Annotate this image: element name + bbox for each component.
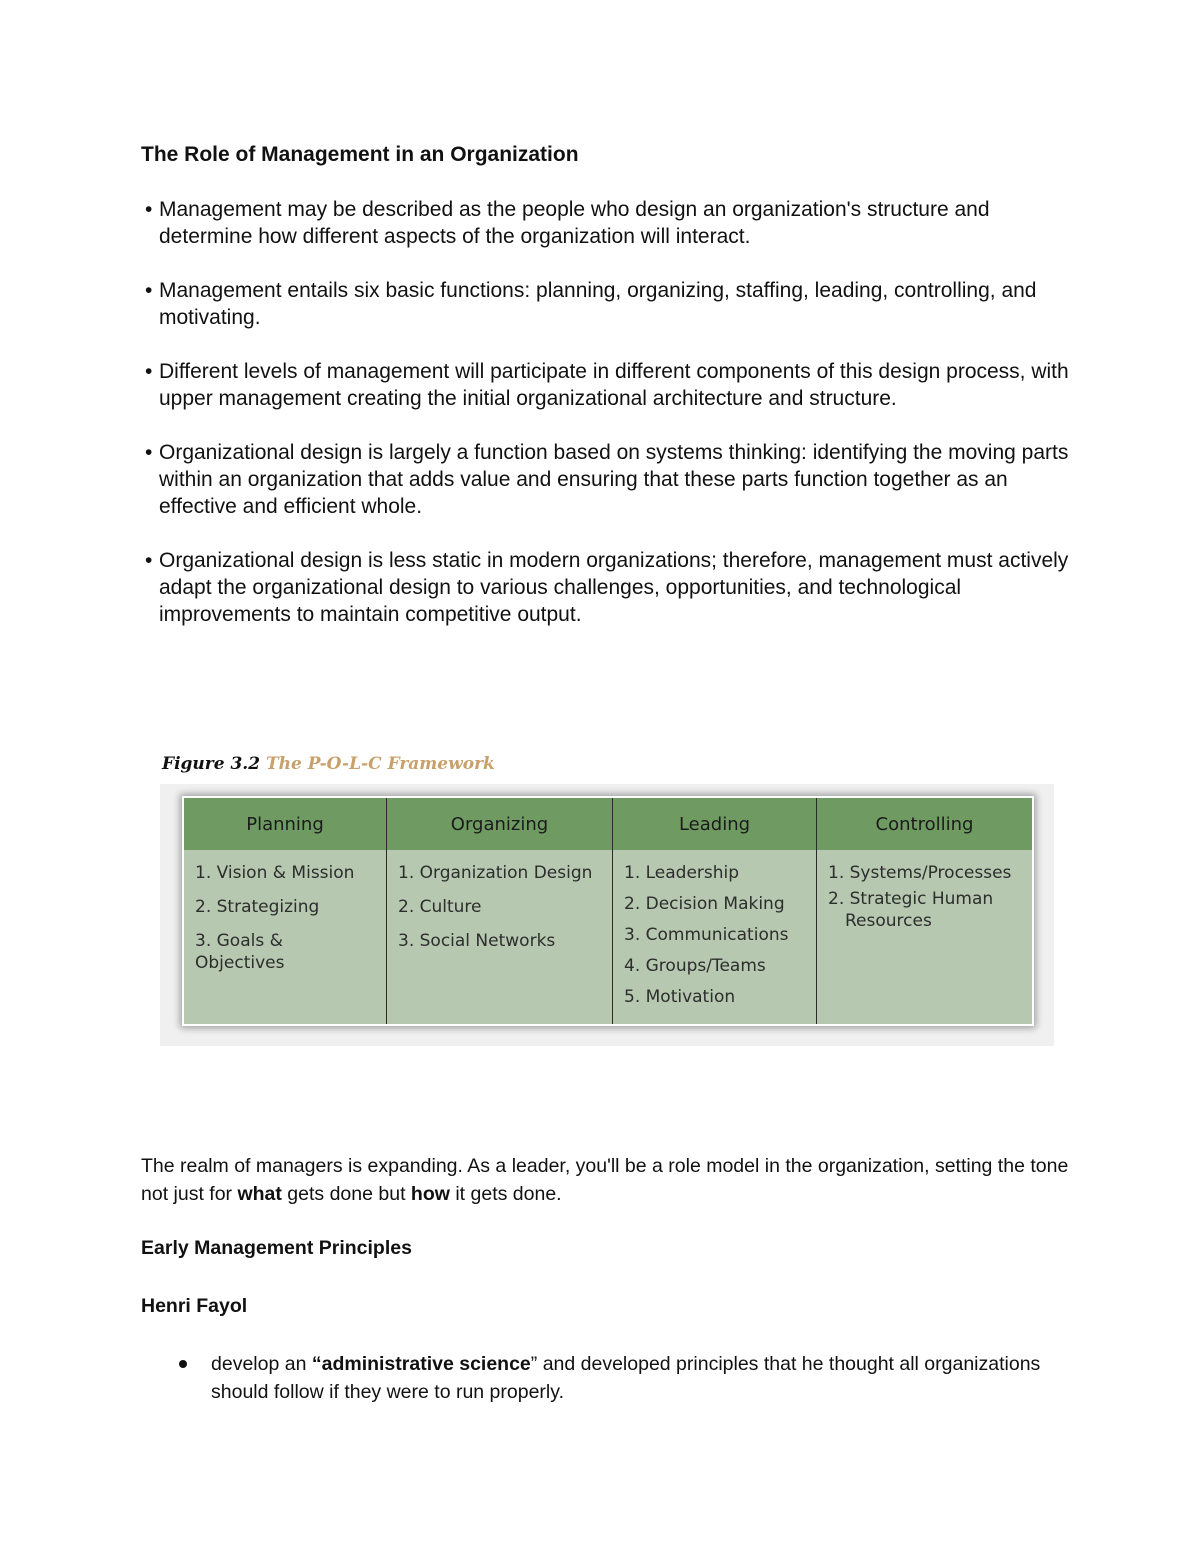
list-item [141,358,1071,412]
column-controlling [817,850,1032,1024]
list-item: 5. Motivation [624,987,736,1007]
bold-how: how [410,1183,450,1205]
list-item [141,547,1071,628]
list-item: 1. Vision & Mission [195,863,355,883]
column-heading-leading: Leading [613,798,817,850]
column-leading [613,850,817,1024]
column-planning [184,850,387,1024]
bullet-icon: • [145,360,153,383]
bullet-text: Different levels of management will participate in different components of this design process, with upper management creating the initial organizational architecture and structure. [159,360,1069,410]
list-item: 2. Strategizing [195,897,320,917]
paragraph-text: The realm of managers is expanding. As a leader, you'll be a role model in the organization, setting the tone not just for [141,1155,1069,1205]
paragraph-text: gets done but [281,1183,411,1205]
section-heading: Early Management Principles [141,1237,412,1259]
item-text: develop an [211,1353,312,1375]
list-item: 3. Goals & Objectives [195,931,285,973]
column-heading-controlling: Controlling [817,798,1032,850]
bullet-text: Organizational design is largely a function based on systems thinking: identifying the moving parts within an organization that adds value and ensuring that these parts function together as an effective and efficient whole. [159,441,1069,518]
list-item: 3. Communications [624,925,789,945]
bullet-list [141,196,1071,655]
fayol-list [175,1350,1045,1406]
column-heading-organizing: Organizing [387,798,613,850]
bullet-icon: • [145,441,153,464]
bullet-icon [179,1360,187,1368]
bullet-icon: • [145,279,153,302]
list-item: 1. Systems/Processes [828,863,1012,883]
list-item: 1. Leadership [624,863,740,883]
bullet-text: Management may be described as the people who design an organization's structure and determine how different aspects of the organization will interact. [159,198,990,248]
paragraph-text: it gets done. [449,1183,562,1205]
bold-what: what [237,1183,282,1205]
list-item-continuation: Resources [845,911,932,931]
polc-table [182,796,1034,1026]
bullet-icon: • [145,198,153,221]
figure-number: Figure 3.2 [162,754,261,774]
intro-paragraph [141,1152,1071,1208]
column-heading-planning: Planning [184,798,387,850]
list-item [141,439,1071,520]
polc-figure [160,750,1054,1046]
figure-name: The P-O-L-C Framework [265,754,495,774]
bullet-text: Organizational design is less static in modern organizations; therefore, management must actively adapt the organizational design to various challenges, opportunities, and technological improvements to maintain competitive output. [159,549,1069,626]
bullet-text: Management entails six basic functions: planning, organizing, staffing, leading, controlling, and motivating. [159,279,1037,329]
item-text: ” and developed principles that he thought all organizations should follow if they were to run properly. [211,1353,1041,1403]
list-item [141,277,1071,331]
page-title: The Role of Management in an Organization [141,143,579,166]
item-bold-text: “administrative science [311,1353,531,1375]
list-item: 2. Culture [398,897,482,917]
list-item-text: 2. Strategic Human [828,889,994,909]
list-item [828,888,1022,932]
list-item: 3. Social Networks [398,931,556,951]
subsection-heading: Henri Fayol [141,1295,248,1317]
list-item: 4. Groups/Teams [624,956,766,976]
list-item [141,196,1071,250]
list-item: 1. Organization Design [398,863,593,883]
column-organizing [387,850,613,1024]
list-item [175,1350,1045,1406]
bullet-icon: • [145,549,153,572]
list-item: 2. Decision Making [624,894,785,914]
figure-caption [162,754,501,774]
